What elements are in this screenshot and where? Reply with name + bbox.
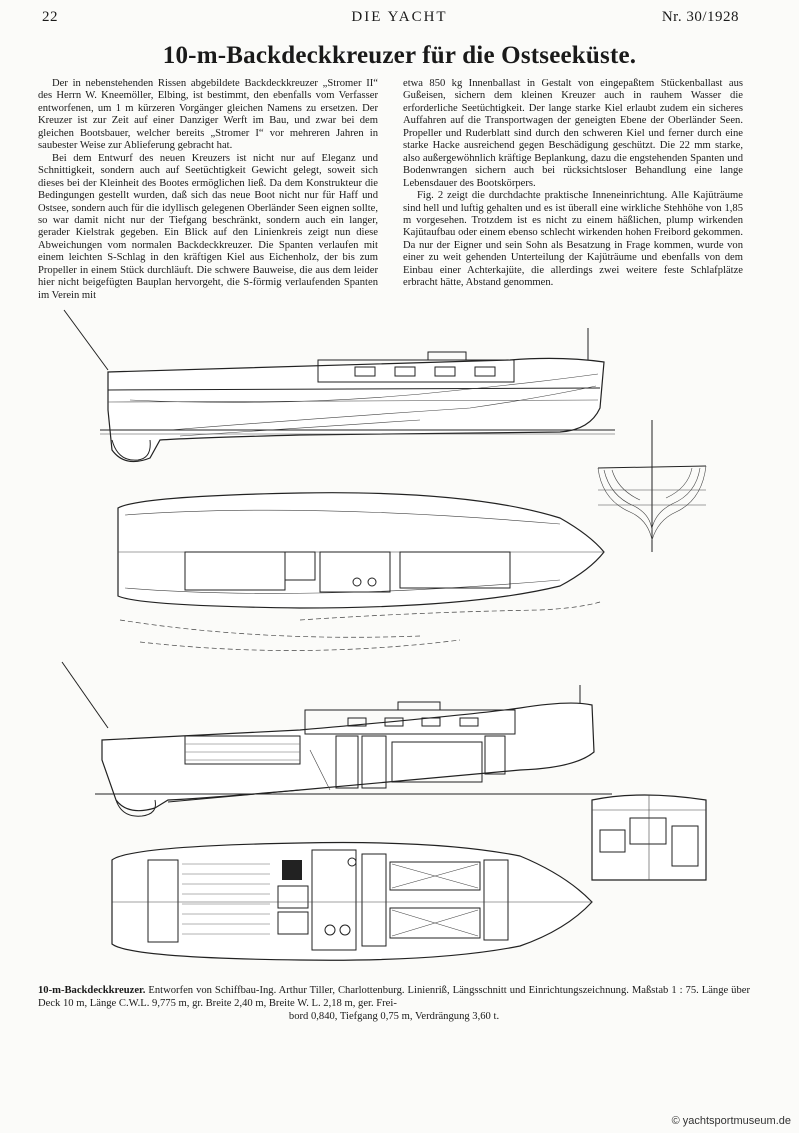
caption-text: Entworfen von Schiffbau-Ing. Arthur Tiller, Charlottenburg. Linienriß, Längsschnitt und Einrichtungszeichnung. Maßstab 1 : 75. Länge über Deck 10 m, Länge C.W.L. 9,775 m, gr. Breite 2,40 m, Breite W. L. 2,18 m, ger. Frei- (38, 985, 750, 1009)
paragraph: Bei dem Entwurf des neuen Kreuzers ist nicht nur auf Eleganz und Schnittigkeit, sondern auch auf Seetüchtigkeit Gewicht gelegt, soweit sich dieses bei der Kleinheit des Bootes ermöglichen ließ. Da dem Konstrukteur die Bedingungen gestellt wurden, daß sich das neue Boot nicht nur für Haff und Ostsee, sondern auch für die idyllisch gelegenen Oberländer Seen eignen sollte, so war damit nicht nur der Tiefgang beschränkt, sondern auch ein langer, gerader Kielstrak gegeben. Ein Blick auf den Linienkreis zeigt nun diese Abweichungen vom normalen Backdeckkreuzer. Die Spanten verlaufen mit einem leichten S-Schlag in den kräftigen Kiel aus Eichenholz, der bis zum Propeller in einem Stück durchläuft. Die schwere Bauweise, die aus dem leider hier nicht beigefügten Bauplan hervorgeht, die S-förmig verlaufenden Spanten im Verein mit (38, 152, 378, 301)
longitudinal-section-drawing (62, 662, 612, 816)
body-plan-drawing (598, 420, 706, 552)
paragraph: etwa 850 kg Innenballast in Gestalt von eingepaßtem Stückenballast aus Gußeisen, sichern dem kleinen Kreuzer auch in rauhem Wasser die erforderliche Seetüchtigkeit. Der lange starke Kiel erlaubt zudem ein sicheres Auffahren auf die Transportwagen der geneigten Ebene der Oberländer Seen. Propeller und Ruderblatt sind durch den schweren Kiel und ferner durch eine starke Hacke ausreichend gegen Beschädigung geschützt. Die 22 mm starke, also außergewöhnlich kräftige Beplankung, dazu die engstehenden Spanten und Bodenwrangen sichern auch bei rücksichtsloser Behandlung eine lange Lebensdauer des Bootskörpers. (403, 78, 743, 189)
watermark: © yachtsportmuseum.de (671, 1115, 791, 1127)
left-column (38, 78, 378, 302)
paragraph: Der in nebenstehenden Rissen abgebildete Backdeckkreuzer „Stromer II“ des Herrn W. Kneemöller, Elbing, ist bestimmt, den ebenfalls vom Verfasser entworfenen, um 1 m kürzeren Vorgänger gleichen Namens zu ersetzen. Der Kreuzer ist zur Zeit auf einer Danziger Werft im Bau, und zwar bei dem gleichen Bootsbauer, welcher bereits „Stromer I“ vor mehreren Jahren in saubester Weise zur Ablieferung gebracht hat. (38, 78, 378, 152)
page-number: 22 (42, 9, 58, 25)
caption-title: 10-m-Backdeckkreuzer. (38, 985, 146, 996)
accommodation-plan-drawing (112, 843, 592, 961)
article-title: 10-m-Backdeckkreuzer für die Ostseeküste. (162, 42, 637, 69)
hull-profile-drawing (64, 310, 615, 462)
caption-last-line: bord 0,840, Tiefgang 0,75 m, Verdrängung 3,60 t. (288, 1011, 500, 1022)
technical-drawings (0, 290, 799, 980)
paragraph: Fig. 2 zeigt die durchdachte praktische Inneneinrichtung. Alle Kajüträume sind hell und luftig gehalten und es ist überall eine wirkliche Stehhöhe von 1,85 m vorgesehen. Trotzdem ist es nicht zu einem häßlichen, plump wirkenden Kajütaufbau oder einem ebenso schlecht wirkenden hohen Freibord gekommen. Da nur der Eigner und sein Sohn als Besatzung in Frage kommen, wurde von einer zu weit gehenden Unterteilung der Kajüträume und ebenfalls von dem Einbau einer Achterkajüte, die allerdings zwei weitere feste Schlafplätze erbracht hätte, Abstand genommen. (403, 190, 743, 289)
half-breadth-plan-drawing (118, 493, 604, 651)
figure-caption (38, 984, 750, 1023)
cross-section-drawing (592, 795, 706, 880)
right-column (403, 78, 743, 290)
issue-number: Nr. 30/1928 (661, 9, 739, 25)
magazine-name: DIE YACHT (351, 9, 448, 25)
